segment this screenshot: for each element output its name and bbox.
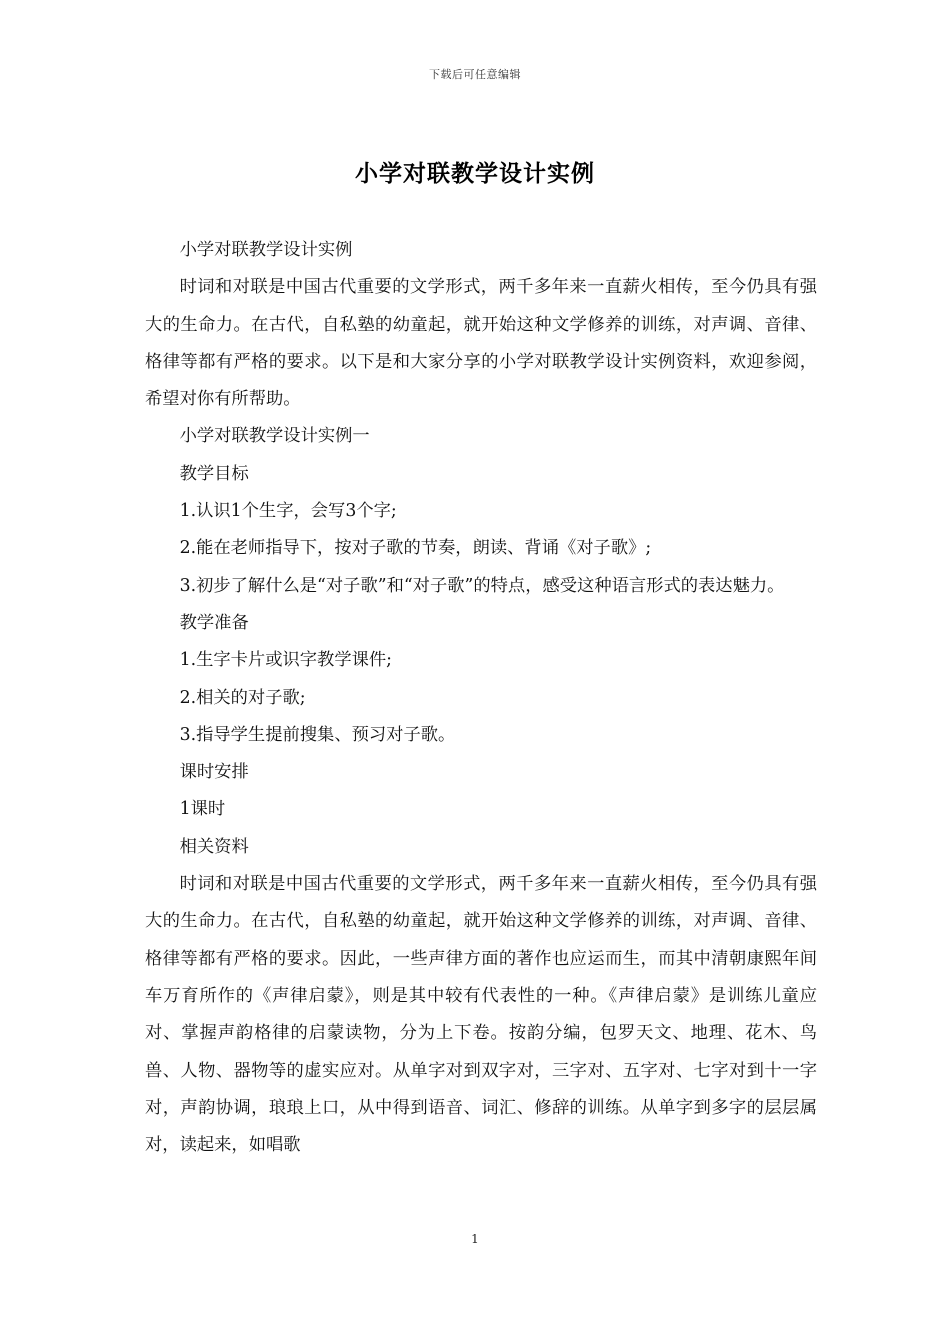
paragraph-materials-body: 时词和对联是中国古代重要的文学形式，两千多年来一直薪火相传，至今仍具有强大的生命力。在古代，自私塾的幼童起，就开始这种文学修养的训练，对声调、音律、格律等都有严格的要求。因此，一些声律方面的著作也应运而生，而其中清朝康熙年间车万育所作的《声律启蒙》，则是其中较有代表性的一种。《声律启蒙》是训练儿童应对、掌握声韵格律的启蒙读物，分为上下卷。按韵分编，包罗天文、地理、花木、鸟兽、人物、器物等的虚实应对。从单字对到双字对，三字对、五字对、七字对到十一字对，声韵协调，琅琅上口，从中得到语音、词汇、修辞的训练。从单字到多字的层层属对，读起来，如唱歌: [145, 874, 817, 1156]
document-title: 小学对联教学设计实例: [355, 160, 595, 187]
page-number: 1: [471, 1232, 479, 1246]
paragraph-prep-3: 3.指导学生提前搜集、预习对子歌。: [179, 724, 456, 745]
paragraph-schedule-heading: 课时安排: [179, 762, 249, 783]
paragraph-materials-heading: 相关资料: [179, 836, 249, 857]
paragraph-prep-heading: 教学准备: [179, 612, 249, 633]
header-note: 下载后可任意编辑: [429, 68, 521, 81]
paragraph-goal-2: 2.能在老师指导下，按对子歌的节奏，朗读、背诵《对子歌》;: [179, 538, 652, 559]
paragraph-intro: 时词和对联是中国古代重要的文学形式，两千多年来一直薪火相传，至今仍具有强大的生命力。在古代，自私塾的幼童起，就开始这种文学修养的训练，对声调、音律、格律等都有严格的要求。以下是和大家分享的小学对联教学设计实例资料，欢迎参阅，希望对你有所帮助。: [145, 277, 817, 410]
paragraph-example-heading: 小学对联教学设计实例一: [179, 426, 370, 447]
paragraph-prep-2: 2.相关的对子歌;: [179, 687, 306, 708]
paragraph-goal-1: 1.认识1个生字，会写3个字;: [179, 501, 397, 522]
paragraph-schedule-value: 1课时: [179, 799, 226, 820]
document-body: [145, 232, 817, 1164]
paragraph-subtitle: 小学对联教学设计实例: [179, 240, 353, 260]
paragraph-goal-3: 3.初步了解什么是“对子歌”和“对子歌”的特点，感受这种语言形式的表达魅力。: [179, 575, 785, 596]
paragraph-prep-1: 1.生字卡片或识字教学课件;: [179, 650, 392, 671]
paragraph-goals-heading: 教学目标: [179, 463, 249, 484]
